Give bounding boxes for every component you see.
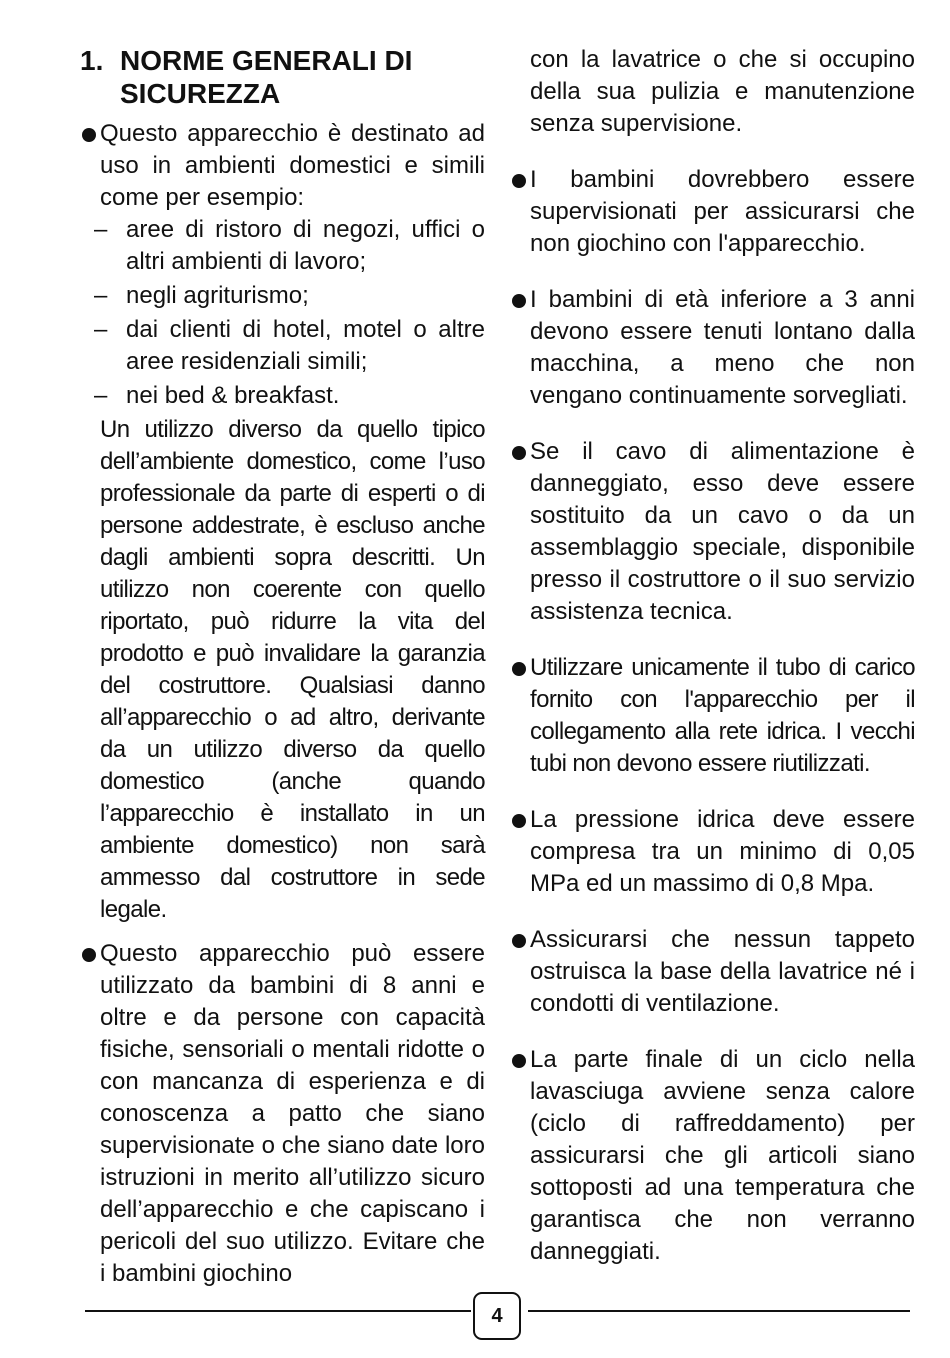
bullet-dot-icon (512, 662, 526, 676)
bullet-dot-icon (512, 446, 526, 460)
section-title: NORME GENERALI DI SICUREZZA (120, 45, 413, 109)
footer-rule-right (528, 1310, 910, 1312)
bullet-power-cable: Se il cavo di alimentazione è danneggiato, esso deve essere sostituito da un cavo o da un assemblaggio speciale, disponibile presso il costruttore o il suo servizio assistenza tecnica. (510, 436, 915, 628)
page-number: 4 (473, 1292, 521, 1340)
bullet-dot-icon (512, 1054, 526, 1068)
section-number: 1. (80, 45, 104, 76)
dash-icon: – (94, 282, 108, 309)
bullet-dot-icon (82, 948, 96, 962)
dash-icon: – (94, 216, 108, 243)
bullet-dot-icon (512, 814, 526, 828)
list-item: – dai clienti di hotel, motel o altre aree residenziali simili; (94, 316, 485, 375)
left-column (80, 44, 485, 1290)
bullet-children-supervision: I bambini dovrebbero essere supervisionati per assicurarsi che non giochino con l'apparecchio. (510, 164, 915, 260)
bullet-text: Questo apparecchio è destinato ad uso in ambienti domestici e simili come per esempio: (100, 120, 485, 211)
bullet-inlet-hose: Utilizzare unicamente il tubo di carico fornito con l'apparecchio per il collegamento alla rete idrica. I vecchi tubi non devono essere riutilizzati. (510, 652, 915, 780)
bullet-water-pressure: La pressione idrica deve essere compresa tra un minimo di 0,05 MPa ed un massimo di 0,8 Mpa. (510, 804, 915, 900)
environment-list (80, 214, 485, 412)
bullet-intended-use (80, 118, 485, 214)
right-column (510, 44, 915, 1268)
section-heading (80, 44, 485, 110)
bullet-children-use (80, 938, 485, 1290)
bullet-dot-icon (512, 934, 526, 948)
dash-icon: – (94, 316, 108, 343)
usage-warning-paragraph: Un utilizzo diverso da quello tipico dell’ambiente domestico, come l’uso professionale da parte di esperti o di persone addestrate, è escluso anche dagli ambienti sopra descritti. Un utilizzo non coerente con quello riportato, può ridurre la vita del prodotto e può invalidare la garanzia del costruttore. Qualsiasi danno all’apparecchio o ad altro, derivante da un utilizzo diverso da quello domestico (anche quando l’apparecchio è installato in un ambiente domestico) non sarà ammesso dal costruttore in sede legale. (100, 416, 485, 923)
bullet-dot-icon (512, 174, 526, 188)
dash-icon: – (94, 382, 108, 409)
bullet-cooling-cycle: La parte finale di un ciclo nella lavasciuga avviene senza calore (ciclo di raffreddamento) per assicurarsi che gli articoli siano sottoposti ad una temperatura che garantisca che non verranno danneggiati. (510, 1044, 915, 1268)
bullet-children-under-3: I bambini di età inferiore a 3 anni devono essere tenuti lontano dalla macchina, a meno che non vengano continuamente sorvegliati. (510, 284, 915, 412)
bullet-dot-icon (82, 128, 96, 142)
bullet-text: Questo apparecchio può essere utilizzato da bambini di 8 anni e oltre e da persone con capacità fisiche, sensoriali o mentali ridotte o con mancanza di esperienza e di conoscenza a patto che siano supervisionate o che siano date loro istruzioni in merito all’utilizzo sicuro dell’apparecchio e che capiscano i pericoli del suo utilizzo. Evitare che i bambini giochino (100, 940, 485, 1287)
list-item: – aree di ristoro di negozi, uffici o altri ambienti di lavoro; (94, 216, 485, 275)
list-item: – nei bed & breakfast. (126, 380, 485, 412)
list-item: – negli agriturismo; (126, 280, 485, 312)
bullet-dot-icon (512, 294, 526, 308)
footer-rule-left (85, 1310, 471, 1312)
bullet-carpet: Assicurarsi che nessun tappeto ostruisca la base della lavatrice né i condotti di ventilazione. (510, 924, 915, 1020)
continuation-text: con la lavatrice o che si occupino della sua pulizia e manutenzione senza supervisione. (530, 46, 915, 137)
